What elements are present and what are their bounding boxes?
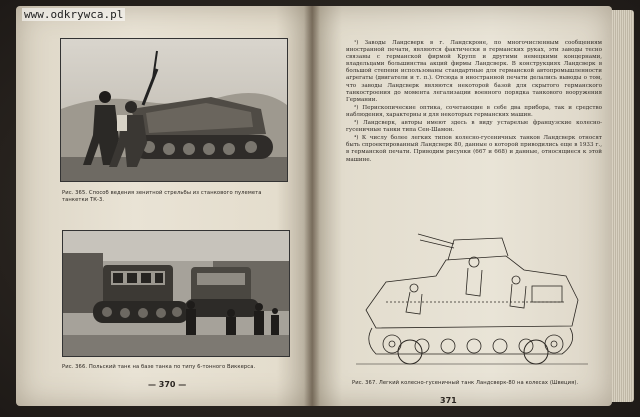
watermark: www.odkrywca.pl	[24, 8, 124, 21]
figure2-caption: Рис. 366. Польский танк на базе танка по типу 6-тонного Виккерса.	[62, 364, 256, 370]
footnote-1: ¹) Заводы Ландсверк в г. Ландскроне, по многочисленным сообщениям иностранной печати, являются фактически в германских руках, эти заводы тесно связаны с германской фирмой Крупп и другими немецкими концернами, владельцами большинства акций фирмы Ландсверк. В конструкциях Ландсверк в большой степени использованы стандартные для германской автопромышленности агрегаты (двигатели и т. п.). Отсюда в иностранной печати делались выводы о том, что заводы Ландсверк являются некоторой базой для скрытого германского танкостроения до момента легализации военного порядка танкового вооружения Германии.	[346, 40, 602, 103]
figure1-caption: Рис. 365. Способ ведения зенитной стрельбы из станкового пулемета танкетки ТК-3.	[62, 190, 262, 203]
footnote-2: ²) Перископические оптика, сочетающие в себе два прибора, так и средство наблюдения, характерны и для некоторых германских машин.	[346, 104, 602, 118]
footnotes-text	[346, 40, 602, 165]
page-edges	[612, 10, 634, 402]
left-page-number: — 370 —	[148, 380, 187, 389]
book-gutter	[304, 6, 320, 406]
footnote-3: ³) Ландсверк, авторы имеют здесь в виду устарелые французские колесно-гусеничные танки типа Сен-Шамон.	[346, 120, 602, 134]
photo-tankette-aa-firing	[60, 38, 288, 182]
figure3-caption: Рис. 367. Легкий колесно-гусеничный танк Ландсверк-80 на колесах (Швеция).	[352, 380, 579, 386]
footnote-4: ⁴) К числу более легких типов колесно-гусеничных танков Ландсверк относят быть спроектированный Ландсверк 80, данные о которой приводились еще в 1933 г., в германской печати. Приводим рисунки (667 и 668) и данные, относящиеся к этой машине.	[346, 135, 602, 163]
right-page-number: 371	[440, 396, 457, 405]
photo-polish-tank	[62, 230, 290, 357]
tank-cutaway-drawing	[356, 230, 588, 370]
